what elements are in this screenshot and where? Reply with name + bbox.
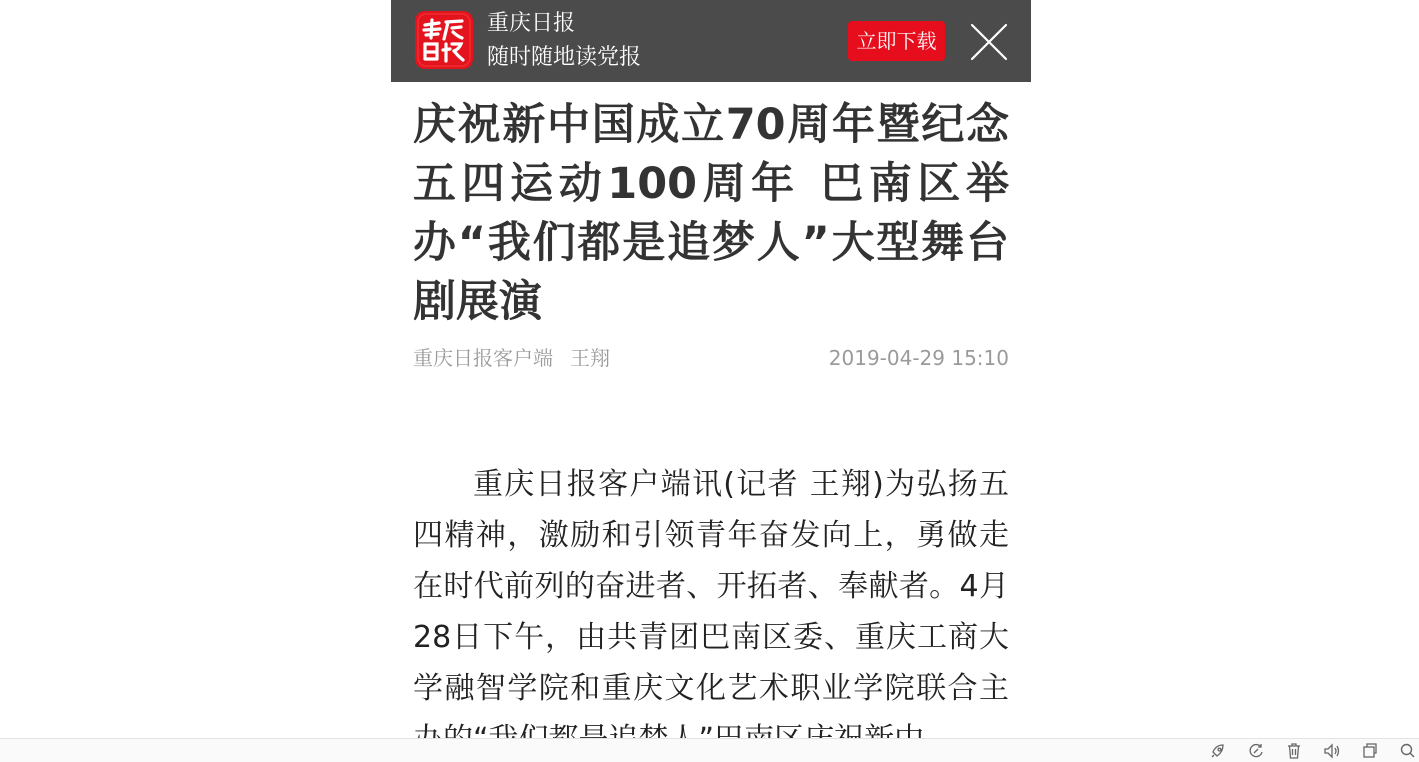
app-slogan: 随时随地读党报 bbox=[487, 45, 642, 70]
trash-icon[interactable] bbox=[1285, 742, 1303, 760]
download-app-button[interactable]: 立即下载 bbox=[848, 21, 945, 61]
speaker-icon[interactable] bbox=[1323, 742, 1341, 760]
article-body-paragraph: 重庆日报客户端讯(记者 王翔)为弘扬五四精神，激励和引领青年奋发向上，勇做走在时代前列的奋进者、开拓者、奉献者。4月28日下午，由共青团巴南区委、重庆工商大学融智学院和重庆文化艺术职业学院联合主 bbox=[413, 467, 1009, 706]
app-logo-icon[interactable] bbox=[415, 11, 473, 69]
refresh-icon[interactable] bbox=[1247, 742, 1265, 760]
app-name: 重庆日报 bbox=[487, 11, 576, 36]
browser-toolbar bbox=[0, 738, 1419, 762]
window-icon[interactable] bbox=[1361, 742, 1379, 760]
article-timestamp: 2019-04-29 15:10 bbox=[828, 346, 1009, 370]
article-header bbox=[413, 96, 1009, 372]
close-icon[interactable] bbox=[969, 22, 1009, 62]
search-icon[interactable] bbox=[1399, 742, 1417, 760]
rocket-icon[interactable] bbox=[1209, 742, 1227, 760]
article-headline: 庆祝新中国成立70周年暨纪念五四运动100周年 巴南区举办“我们都是追梦人”大型舞台剧展演 bbox=[413, 100, 1009, 327]
article-author: 王翔 bbox=[570, 346, 610, 370]
article-source: 重庆日报客户端 bbox=[413, 346, 553, 370]
article-meta bbox=[413, 344, 1009, 372]
app-download-banner bbox=[391, 0, 1031, 82]
